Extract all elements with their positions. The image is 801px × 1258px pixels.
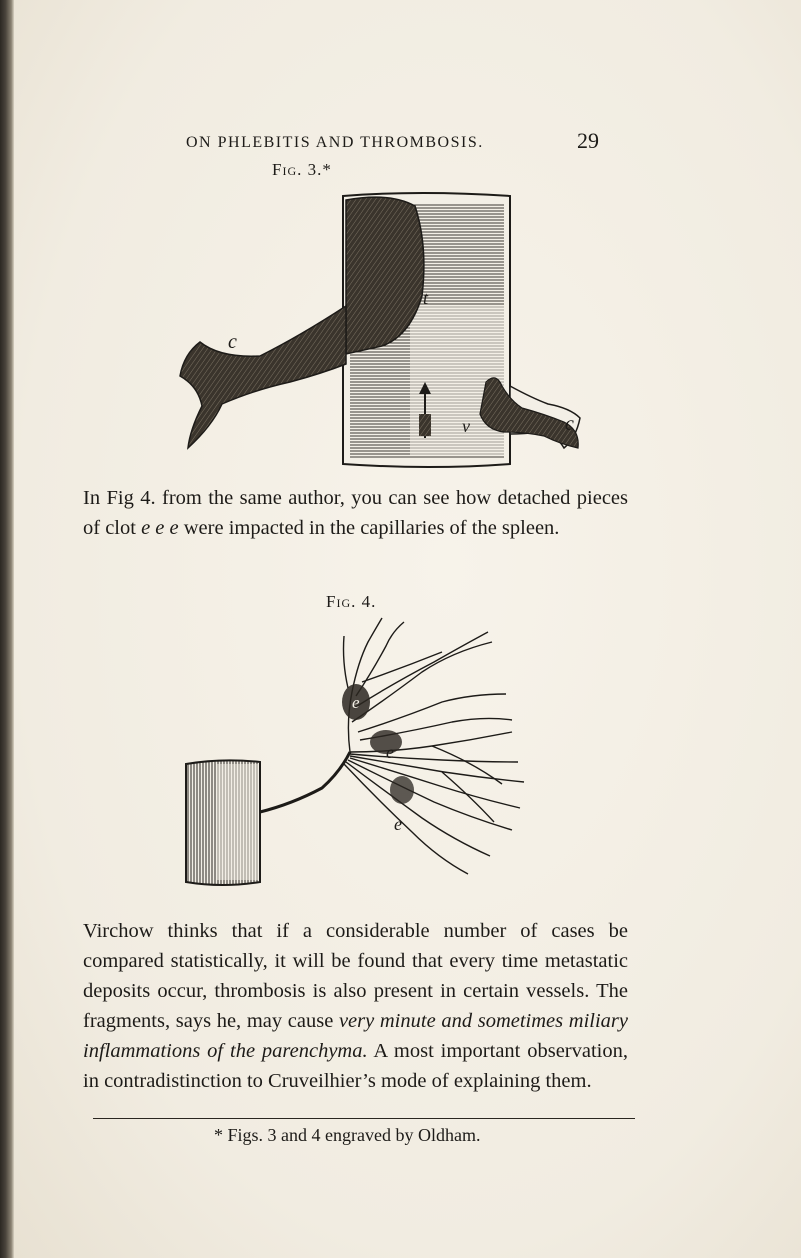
clot-letters: e e e [141, 517, 179, 539]
italic-phrase: very minute and sometimes miliary inflammations of the parenchyma. [83, 1010, 628, 1062]
figure-3-caption: Fig. 3.* [272, 160, 332, 179]
figure-4-label-e-bottom: e [394, 814, 402, 834]
figure-3-label-v: v [462, 416, 470, 436]
paragraph-fig4-intro: In Fig 4. from the same author, you can see how detached pieces of clot e e e were impacted in the capillaries of the spleen. [83, 487, 628, 539]
figure-3-label-c-left: c [228, 331, 237, 353]
footnote [214, 1125, 480, 1146]
running-title: ON PHLEBITIS AND THROMBOSIS. [186, 134, 484, 151]
figure-3-label-t: t [423, 288, 429, 308]
figure-4-label-e-top: e [352, 693, 360, 712]
figure-4-engraving [172, 612, 542, 888]
figure-3-engraving [160, 186, 590, 470]
footnote-rule [93, 1118, 635, 1119]
footnote-text: Figs. 3 and 4 engraved by Oldham. [227, 1125, 481, 1145]
figure-3-label-c-right: c [565, 413, 574, 435]
figure-4-label-e-middle: e [386, 742, 394, 762]
page-number: 29 [577, 128, 599, 153]
book-spine-shadow [0, 0, 14, 1258]
paragraph-virchow: Virchow thinks that if a considerable number of cases be compared statistically, it will be found that every time metastatic deposits occur, thrombosis is also present in certain vessels. The fragments, says he, may cause very minute and sometimes miliary inflammations of the parenchyma. A most important observation, in contradistinction to Cruveilhier’s mode of explaining them. [83, 920, 629, 1092]
figure-4-caption: Fig. 4. [326, 592, 377, 611]
footnote-marker: * [214, 1125, 223, 1145]
